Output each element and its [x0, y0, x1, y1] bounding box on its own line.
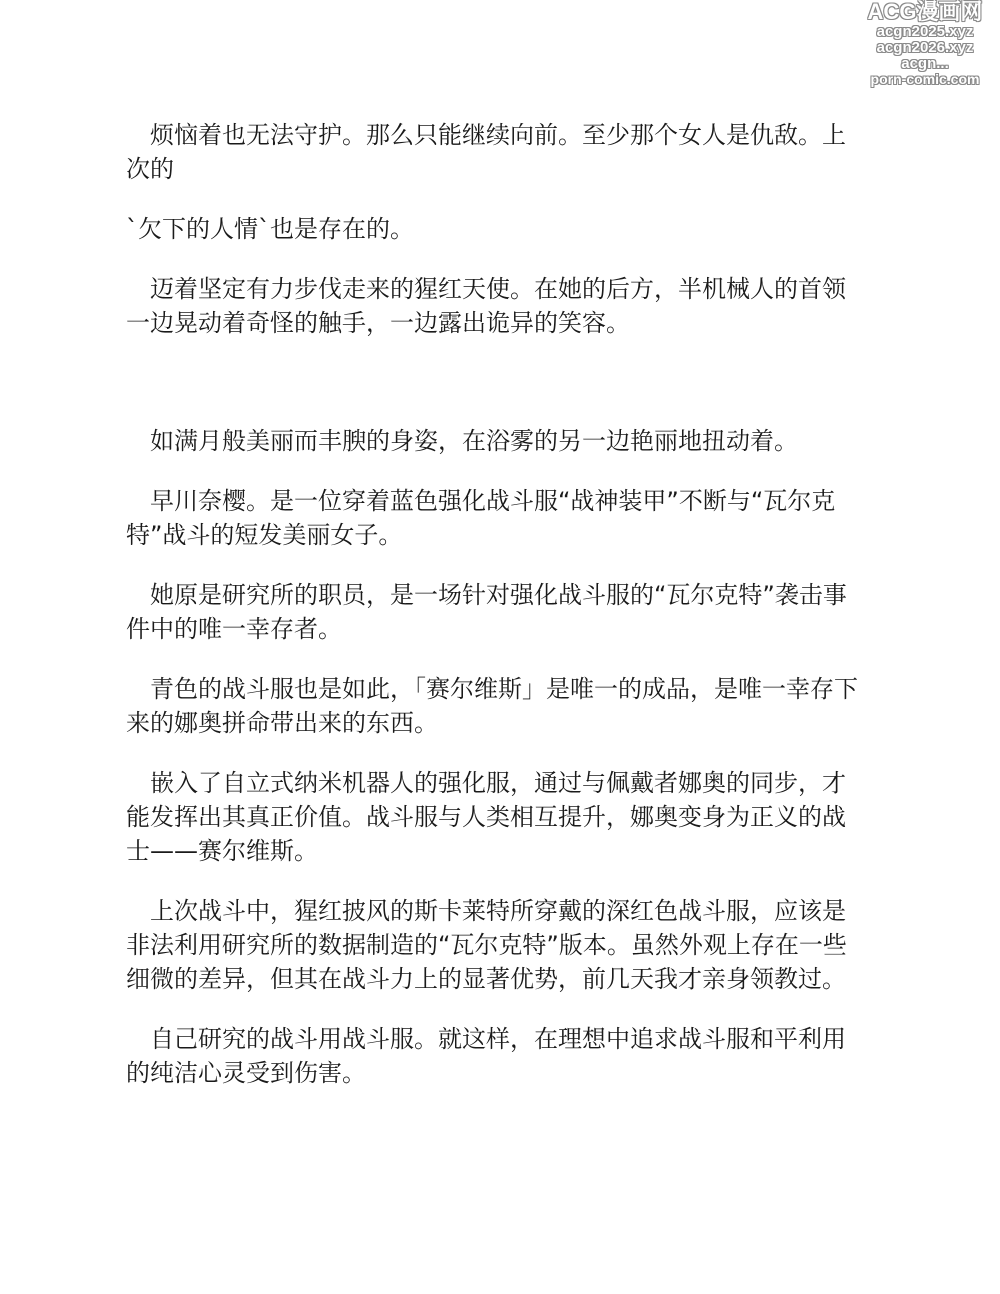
document-body [126, 118, 866, 1090]
paragraph-4: 如满月般美丽而丰腴的身姿，在浴雾的另一边艳丽地扭动着。 [150, 427, 798, 455]
paragraph-7: 青色的战斗服也是如此，「赛尔维斯」是唯一的成品，是唯一幸存下来的娜奥拼命带出来的东西。 [126, 675, 858, 737]
paragraph-8: 嵌入了自立式纳米机器人的强化服，通过与佩戴者娜奥的同步，才能发挥出其真正价值。战斗服与人类相互提升，娜奥变身为正义的战士——赛尔维斯。 [126, 769, 846, 865]
paragraph-9: 上次战斗中，猩红披风的斯卡莱特所穿戴的深红色战斗服，应该是非法利用研究所的数据制造的“瓦尔克特”版本。虽然外观上存在一些细微的差异，但其在战斗力上的显著优势，前几天我才亲身领教过。 [126, 897, 847, 993]
paragraph-1: 烦恼着也无法守护。那么只能继续向前。至少那个女人是仇敌。上次的 [126, 121, 846, 183]
watermark-url-2: acgn2026.xyz [876, 39, 974, 56]
paragraph-6: 她原是研究所的职员，是一场针对强化战斗服的“瓦尔克特”袭击事件中的唯一幸存者。 [126, 581, 847, 643]
watermark-title: ACG漫画网 [867, 0, 983, 24]
watermark-url-1: acgn2025.xyz [876, 23, 974, 40]
site-watermark [850, 0, 1000, 86]
watermark-url-4: porn-comic.com [870, 71, 980, 87]
paragraph-3: 迈着坚定有力步伐走来的猩红天使。在她的后方，半机械人的首领一边晃动着奇怪的触手，一边露出诡异的笑容。 [126, 275, 846, 337]
paragraph-2: `欠下的人情`也是存在的。 [126, 215, 414, 243]
paragraph-5: 早川奈樱。是一位穿着蓝色强化战斗服“战神装甲”不断与“瓦尔克特”战斗的短发美丽女子。 [126, 487, 836, 549]
paragraph-10: 自己研究的战斗用战斗服。就这样，在理想中追求战斗服和平利用的纯洁心灵受到伤害。 [126, 1025, 846, 1087]
watermark-url-3: acgn... [901, 55, 949, 72]
